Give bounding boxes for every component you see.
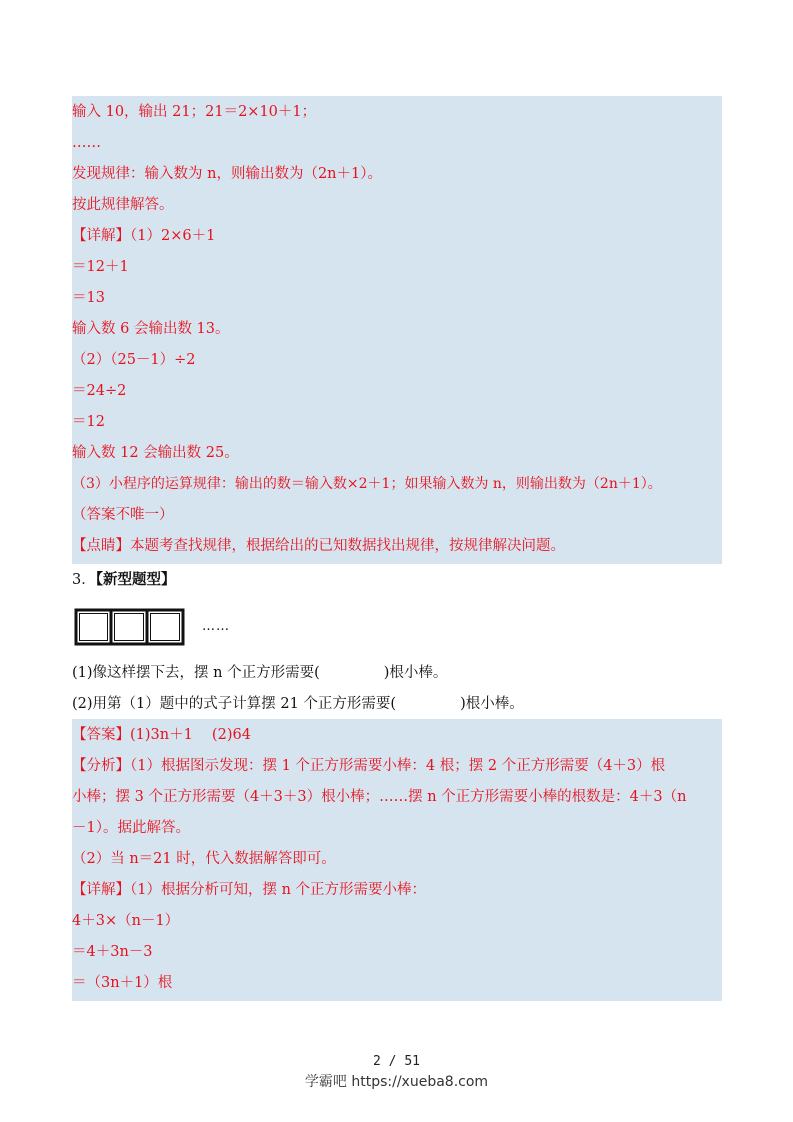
solution-line: 【点睛】本题考查找规律，根据给出的已知数据找出规律，按规律解决问题。	[72, 538, 565, 554]
solution-line: 输入 10，输出 21；21＝2×10＋1；	[72, 104, 317, 120]
square-2	[111, 610, 147, 644]
solution-line: ＝13	[72, 290, 105, 306]
solution-line: 按此规律解答。	[72, 197, 174, 213]
solution-line: 输入数 6 会输出数 13。	[72, 321, 230, 337]
solution-line: 输入数 12 会输出数 25。	[72, 445, 239, 461]
ellipsis: ……	[202, 619, 230, 634]
site-watermark[interactable]: 学霸吧 https://xueba8.com	[304, 1074, 489, 1090]
solution-line: 4＋3×（n－1）	[72, 913, 180, 929]
solution-line: （2）当 n＝21 时，代入数据解答即可。	[72, 851, 336, 867]
sub-question-2-prefix: (2)用第（1）题中的式子计算摆 21 个正方形需要(	[72, 696, 397, 712]
solution-line: －1）。据此解答。	[72, 820, 190, 836]
solution-line: ＝12	[72, 414, 105, 430]
solution-line: （3）小程序的运算规律：输出的数＝输入数×2＋1；如果输入数为 n，则输出数为（2n＋1）。	[72, 476, 662, 492]
square-2-inner	[115, 614, 144, 641]
solution-line: 发现规律：输入数为 n，则输出数为（2n＋1）。	[72, 166, 382, 182]
solution-line: 【详解】（1）根据分析可知，摆 n 个正方形需要小棒：	[72, 882, 427, 898]
solution-line: 【答案】(1)3n＋1 (2)64	[72, 727, 251, 743]
sub-question-2-suffix: )根小棒。	[460, 696, 524, 712]
matchstick-squares-figure	[74, 607, 186, 647]
sub-question-2	[72, 689, 524, 720]
sub-question-1-prefix: (1)像这样摆下去，摆 n 个正方形需要(	[72, 665, 320, 681]
question-number: 3．	[72, 572, 96, 588]
solution-line: 【分析】（1）根据图示发现：摆 1 个正方形需要小棒：4 根；摆 2 个正方形需要（4＋3）根	[72, 758, 666, 774]
solution-line: ……	[72, 135, 101, 151]
solution-line: （2）（25－1）÷2	[72, 352, 196, 368]
sub-question-1-suffix: )根小棒。	[383, 665, 448, 681]
sub-question-1	[72, 658, 447, 689]
page-number: 2 / 51	[373, 1054, 420, 1069]
solution-line: 【详解】（1）2×6＋1	[72, 228, 216, 244]
square-3-inner	[151, 614, 180, 641]
solution-line: ＝4＋3n－3	[72, 944, 153, 960]
question-tag: 【新型题型】	[95, 571, 176, 588]
square-1-inner	[80, 614, 108, 641]
solution-line: （答案不唯一）	[72, 507, 174, 523]
solution-line: 小棒；摆 3 个正方形需要（4＋3＋3）根小棒；……摆 n 个正方形需要小棒的根数是：4＋3（n	[72, 789, 687, 805]
solution-line: ＝24÷2	[72, 383, 127, 399]
square-1	[76, 610, 111, 644]
question-header	[72, 564, 175, 595]
solution-line: ＝12＋1	[72, 259, 129, 275]
square-3	[147, 610, 183, 644]
solution-line: ＝（3n＋1）根	[72, 975, 173, 991]
